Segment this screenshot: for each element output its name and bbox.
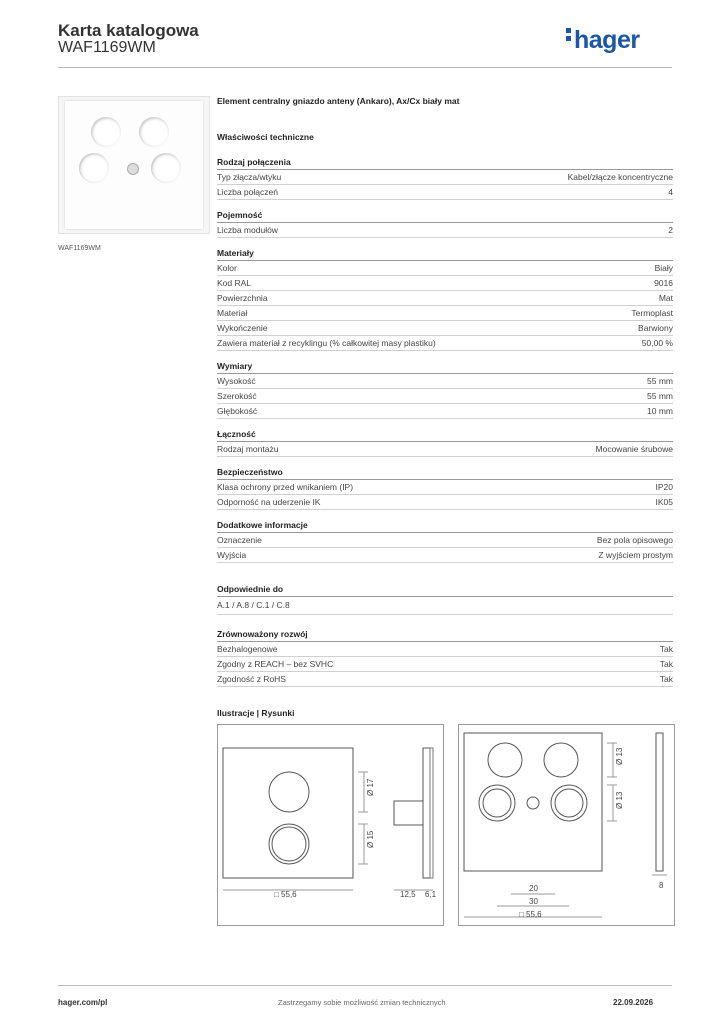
header-divider	[58, 67, 672, 68]
socket-hole	[91, 117, 121, 147]
row-label: Powierzchnia	[217, 293, 268, 303]
product-code: WAF1169WM	[58, 39, 156, 56]
row-label: Szerokość	[217, 391, 257, 401]
spec-panel	[217, 96, 673, 720]
row-value: 4	[668, 187, 673, 197]
side-plate-outline	[423, 748, 430, 878]
socket-hole	[79, 153, 109, 183]
socket-plate	[65, 101, 203, 229]
row-value: Barwiony	[638, 323, 673, 333]
image-caption: WAF1169WM	[58, 245, 101, 252]
hole-outline	[551, 785, 587, 821]
section-title: Dodatkowe informacje	[217, 519, 673, 533]
illustrations-title: Ilustracje | Rysunki	[217, 708, 295, 718]
spec-row	[217, 672, 673, 687]
spec-row	[217, 321, 673, 336]
row-label: Rodzaj montażu	[217, 444, 279, 454]
logo-text: hager	[574, 26, 640, 54]
hole-inner-outline	[555, 789, 583, 817]
row-label: Głębokość	[217, 406, 258, 416]
spec-row	[217, 442, 673, 457]
product-image	[58, 96, 210, 234]
row-value: Mocowanie śrubowe	[595, 444, 673, 454]
row-label: Bezhalogenowe	[217, 644, 278, 654]
row-value: 2	[668, 225, 673, 235]
drawing-1-svg	[218, 725, 443, 925]
spec-row	[217, 548, 673, 563]
spec-row	[217, 480, 673, 495]
row-label: Klasa ochrony przed wnikaniem (IP)	[217, 482, 354, 492]
row-value: Mat	[658, 293, 673, 303]
row-label: Wyjścia	[217, 550, 247, 560]
row-value: Tak	[659, 674, 673, 684]
dim-label: Ø 17	[366, 778, 375, 796]
sustainable-section	[217, 628, 673, 687]
spec-row	[217, 170, 673, 185]
row-value: Tak	[659, 659, 673, 669]
spec-row	[217, 291, 673, 306]
dim-label: Ø 13	[615, 747, 624, 765]
hole-outline	[269, 772, 309, 812]
spec-sections	[217, 156, 673, 563]
hole-outline	[544, 743, 578, 777]
hole-outline	[269, 824, 309, 864]
logo-dots-icon	[566, 28, 571, 44]
document-title: Karta katalogowa	[58, 21, 199, 40]
spec-row	[217, 223, 673, 238]
hole-outline	[488, 743, 522, 777]
spec-row	[217, 336, 673, 351]
side-plate-outline	[656, 733, 663, 871]
row-value: IK05	[655, 497, 673, 507]
footer-disclaimer: Zastrzegamy sobie możliwość zmian technicznych	[278, 998, 446, 1007]
spec-section	[217, 519, 673, 563]
row-value: Biały	[654, 263, 673, 273]
dim-label: 20	[529, 884, 538, 893]
connector-outline	[394, 801, 423, 825]
technical-drawing-front-side	[217, 724, 444, 926]
row-label: Wykończenie	[217, 323, 268, 333]
dim-label: 30	[529, 897, 538, 906]
section-title: Pojemność	[217, 209, 673, 223]
socket-hole	[151, 153, 181, 183]
spec-row	[217, 404, 673, 419]
section-title: Łączność	[217, 428, 673, 442]
row-label: Kod RAL	[217, 278, 252, 288]
row-value: Termoplast	[631, 308, 673, 318]
spec-section	[217, 428, 673, 457]
dim-label: 8	[659, 881, 664, 890]
row-value: Z wyjściem prostym	[598, 550, 673, 560]
product-description: Element centralny gniazdo anteny (Ankaro), Ax/Cx biały mat	[217, 96, 460, 106]
technical-drawing-rear	[458, 724, 675, 926]
row-label: Zgodny z REACH – bez SVHC	[217, 659, 334, 669]
drawing-2-svg	[459, 725, 674, 925]
section-title: Zrównoważony rozwój	[217, 628, 673, 642]
spec-row	[217, 533, 673, 548]
dim-label: 12,5	[400, 890, 416, 899]
hole-inner-outline	[272, 827, 306, 861]
spec-section	[217, 247, 673, 351]
spec-row	[217, 306, 673, 321]
tech-title: Właściwości techniczne	[217, 132, 314, 142]
dim-label: □ 55,6	[519, 910, 542, 919]
row-label: Zawiera materiał z recyklingu (% całkowitej masy plastiku)	[217, 338, 436, 348]
suitable-section	[217, 583, 673, 615]
dim-label: Ø 13	[615, 791, 624, 809]
socket-hole	[139, 117, 169, 147]
spec-row	[217, 657, 673, 672]
hole-inner-outline	[483, 789, 511, 817]
spec-row	[217, 374, 673, 389]
section-title: Wymiary	[217, 360, 673, 374]
row-label: Oznaczenie	[217, 535, 262, 545]
spec-row	[217, 185, 673, 200]
spec-section	[217, 156, 673, 200]
hager-logo	[566, 26, 640, 55]
spec-row	[217, 495, 673, 510]
row-value: Kabel/złącze koncentryczne	[567, 172, 673, 182]
spec-row	[217, 389, 673, 404]
dim-label: 6,1	[425, 890, 437, 899]
row-value: 55 mm	[647, 391, 673, 401]
hole-outline	[479, 785, 515, 821]
row-label: Liczba modułów	[217, 225, 278, 235]
row-label: Materiał	[217, 308, 248, 318]
screw-outline	[527, 797, 539, 809]
footer-date: 22.09.2026	[613, 998, 654, 1007]
row-label: A.1 / A.8 / C.1 / C.8	[217, 600, 290, 610]
row-label: Typ złącza/wtyku	[217, 172, 282, 182]
section-title: Rodzaj połączenia	[217, 156, 673, 170]
row-value: 9016	[654, 278, 673, 288]
spec-row	[217, 261, 673, 276]
spec-section	[217, 466, 673, 510]
row-label: Odporność na uderzenie IK	[217, 497, 321, 507]
plate-outline	[464, 733, 602, 871]
spec-row	[217, 642, 673, 657]
row-value: 10 mm	[647, 406, 673, 416]
section-title: Materiały	[217, 247, 673, 261]
section-title: Bezpieczeństwo	[217, 466, 673, 480]
row-value: Bez pola opisowego	[596, 535, 673, 545]
footer-website: hager.com/pl	[58, 998, 108, 1007]
row-label: Kolor	[217, 263, 237, 273]
footer-divider	[58, 985, 672, 986]
row-value: 50,00 %	[641, 338, 673, 348]
section-title: Odpowiednie do	[217, 583, 673, 597]
row-label: Wysokość	[217, 376, 256, 386]
spec-row	[217, 276, 673, 291]
row-value: Tak	[659, 644, 673, 654]
plate-outline	[223, 748, 353, 878]
row-value: IP20	[655, 482, 673, 492]
spec-section	[217, 360, 673, 419]
row-label: Liczba połączeń	[217, 187, 278, 197]
dim-label: Ø 15	[366, 830, 375, 848]
row-value: 55 mm	[647, 376, 673, 386]
row-label: Zgodność z RoHS	[217, 674, 286, 684]
spec-section	[217, 209, 673, 238]
spec-row	[217, 597, 673, 615]
screw-icon	[127, 163, 139, 175]
dim-label: □ 55,6	[274, 890, 297, 899]
